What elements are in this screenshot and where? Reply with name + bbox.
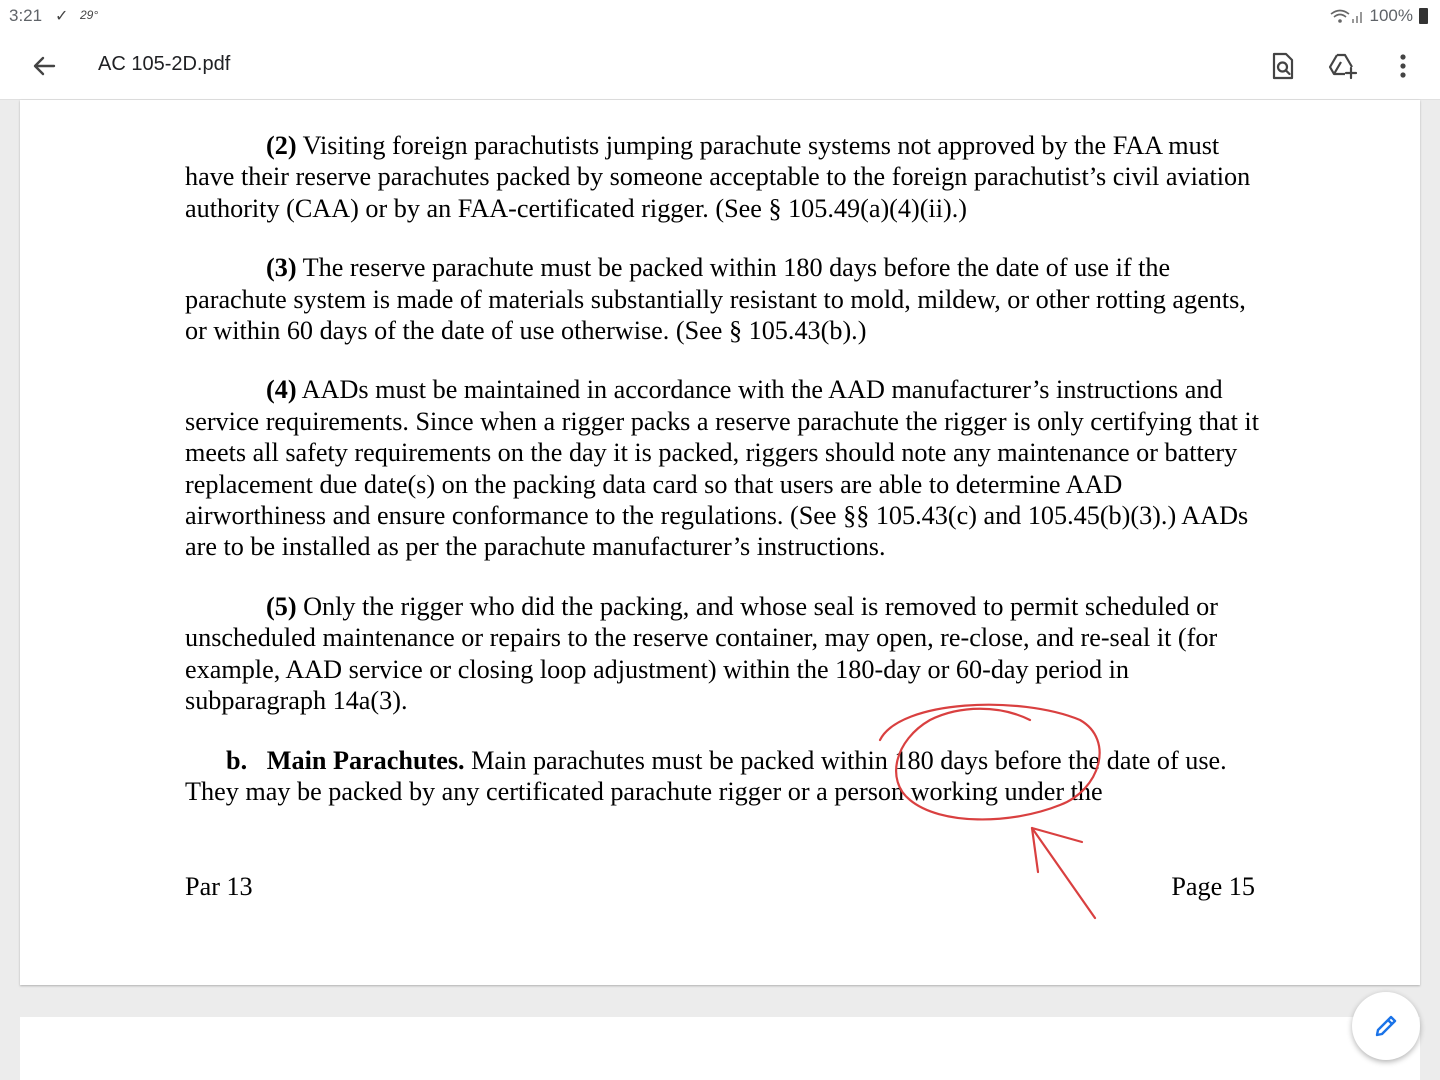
status-time: 3:21 xyxy=(9,6,43,25)
document-body xyxy=(185,130,1260,835)
pdf-page xyxy=(20,100,1420,985)
temperature: 29° xyxy=(80,8,99,22)
page-footer-left: Par 13 xyxy=(185,872,253,901)
status-right xyxy=(1330,6,1428,26)
paragraph-text: Main parachutes must be packed within 180 days before the date of use. They may be packed by any certificated parachute rigger or a person working under the xyxy=(185,745,1227,806)
pencil-icon xyxy=(1373,1013,1399,1039)
battery-percent: 100% xyxy=(1369,6,1413,25)
search-document-icon xyxy=(1270,52,1296,80)
drive-add-icon xyxy=(1328,52,1358,80)
status-bar xyxy=(0,0,1440,32)
paragraph-number: (2) xyxy=(266,131,297,160)
more-options-button[interactable] xyxy=(1386,49,1420,83)
back-button[interactable] xyxy=(30,51,60,81)
paragraph-3 xyxy=(185,252,1260,346)
page-footer-right: Page 15 xyxy=(1171,872,1255,901)
add-to-drive-button[interactable] xyxy=(1326,49,1360,83)
app-bar xyxy=(0,32,1440,100)
next-pdf-page xyxy=(20,1017,1420,1080)
paragraph-4 xyxy=(185,374,1260,562)
paragraph-text: Visiting foreign parachutists jumping parachute systems not approved by the FAA must have their reserve parachutes packed by someone acceptable to the foreign parachutist’s civil aviation authority (CAA) or by an FAA-certificated rigger. (See § 105.49(a)(4)(ii).) xyxy=(185,131,1251,223)
find-in-document-button[interactable] xyxy=(1266,49,1300,83)
check-icon: ✓ xyxy=(55,8,69,25)
more-vert-icon xyxy=(1399,53,1407,79)
back-arrow-icon xyxy=(30,51,60,81)
paragraph-5 xyxy=(185,591,1260,717)
edit-fab-button[interactable] xyxy=(1352,992,1420,1060)
paragraph-number: (5) xyxy=(266,591,297,621)
battery-icon xyxy=(1419,8,1428,24)
paragraph-number: (3) xyxy=(266,253,297,283)
paragraph-2 xyxy=(185,130,1260,224)
document-title: AC 105-2D.pdf xyxy=(98,53,231,75)
paragraph-b xyxy=(185,745,1260,808)
paragraph-number: (4) xyxy=(266,375,297,405)
paragraph-text: AADs must be maintained in accordance with the AAD manufacturer’s instructions and service requirements. Since when a rigger packs a reserve parachute the rigger is only certifying that it meets all safety requirements on the day it is packed, riggers should note any maintenance or battery replacement due date(s) on the packing data card so that users are able to determine AAD airworthiness and ensure conformance to the regulations. (See §§ 105.43(c) and 105.45(b)(3).) AADs are to be installed as per the parachute manufacturer’s instructions. xyxy=(185,375,1259,562)
paragraph-text: Only the rigger who did the packing, and whose seal is removed to permit scheduled or unscheduled maintenance or repairs to the reserve container, may open, re-close, and re-seal it (for example, AAD service or closing loop adjustment) within the 180-day or 60-day period in subparagraph 14a(3). xyxy=(185,591,1218,716)
app-bar-actions xyxy=(1266,49,1420,83)
paragraph-text: The reserve parachute must be packed within 180 days before the date of use if the parachute system is made of materials substantially resistant to mold, mildew, or other rotting agents, or within 60 days of the date of use otherwise. (See § 105.43(b).) xyxy=(185,253,1246,346)
wifi-signal-icon xyxy=(1330,8,1364,24)
paragraph-heading: b. Main Parachutes. xyxy=(226,745,465,775)
